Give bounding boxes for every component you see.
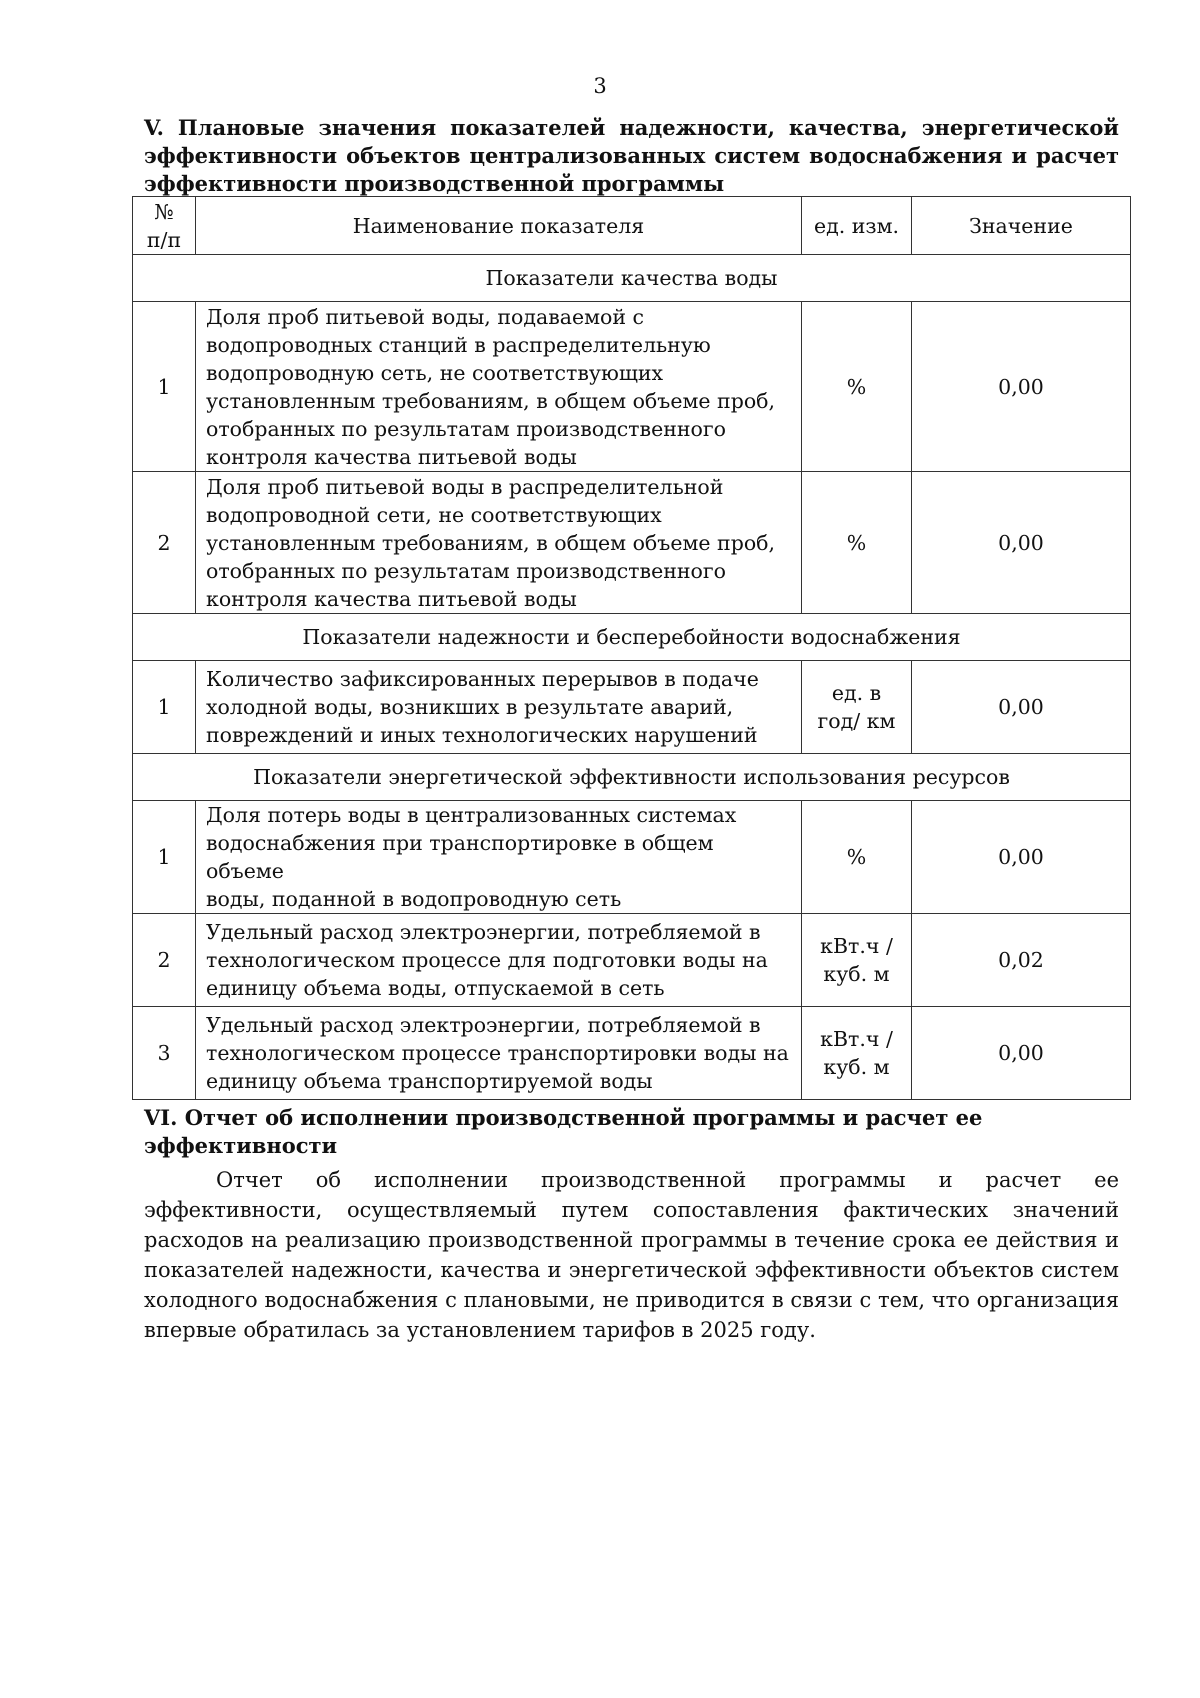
- table-row: [133, 661, 1131, 754]
- row-number: 2: [133, 914, 196, 1007]
- row-indicator-name: Доля проб питьевой воды, подаваемой с водопроводных станций в распределительную водопроводную сеть, не соответствующих установленным требованиям, в общем объеме проб, отобранных по результатам производственного контроля качества питьевой воды: [196, 302, 802, 472]
- row-indicator-name: Удельный расход электроэнергии, потребляемой в технологическом процессе для подготовки воды на единицу объема воды, отпускаемой в сеть: [196, 914, 802, 1007]
- row-value: 0,00: [912, 661, 1131, 754]
- table-row: [133, 1007, 1131, 1100]
- row-value: 0,00: [912, 472, 1131, 614]
- row-unit: ед. в год/ км: [802, 661, 912, 754]
- header-number: № п/п: [133, 197, 196, 255]
- indicators-table: [132, 196, 1131, 1100]
- row-number: 3: [133, 1007, 196, 1100]
- table-header-row: [133, 197, 1131, 255]
- group-row-water-quality: [133, 255, 1131, 302]
- group-title: Показатели энергетической эффективности использования ресурсов: [133, 754, 1131, 801]
- row-indicator-name: Доля потерь воды в централизованных системах водоснабжения при транспортировке в общем объеме воды, поданной в водопроводную сеть: [196, 801, 802, 914]
- group-row-energy-efficiency: [133, 754, 1131, 801]
- row-number: 2: [133, 472, 196, 614]
- group-title: Показатели качества воды: [133, 255, 1131, 302]
- row-value: 0,02: [912, 914, 1131, 1007]
- row-value: 0,00: [912, 1007, 1131, 1100]
- table-row: [133, 302, 1131, 472]
- row-number: 1: [133, 661, 196, 754]
- row-unit: кВт.ч / куб. м: [802, 1007, 912, 1100]
- page-number: 3: [593, 74, 607, 98]
- row-unit: %: [802, 302, 912, 472]
- table-row: [133, 472, 1131, 614]
- row-indicator-name: Удельный расход электроэнергии, потребляемой в технологическом процессе транспортировки воды на единицу объема транспортируемой воды: [196, 1007, 802, 1100]
- header-value: Значение: [912, 197, 1131, 255]
- header-indicator-name: Наименование показателя: [196, 197, 802, 255]
- row-unit: %: [802, 472, 912, 614]
- row-unit: %: [802, 801, 912, 914]
- row-unit: кВт.ч / куб. м: [802, 914, 912, 1007]
- row-number: 1: [133, 801, 196, 914]
- group-row-reliability: [133, 614, 1131, 661]
- section-5-title: [144, 114, 1119, 198]
- section-6-paragraph: Отчет об исполнении производственной программы и расчет ее эффективности, осуществляемый путем сопоставления фактических значений расходов на реализацию производственной программы в течение срока ее действия и показателей надежности, качества и энергетической эффективности объектов систем холодного водоснабжения с плановыми, не приводится в связи с тем, что организация впервые обратилась за установлением тарифов в 2025 году.: [144, 1168, 1119, 1342]
- section-5-title-line: эффективности объектов централизованных систем водоснабжения и расчет: [144, 143, 1119, 168]
- section-5-title-line: эффективности производственной программы: [144, 171, 725, 196]
- row-value: 0,00: [912, 801, 1131, 914]
- header-unit: ед. изм.: [802, 197, 912, 255]
- section-6-title: VI. Отчет об исполнении производственной программы и расчет ее эффективности: [144, 1105, 983, 1158]
- table-row: [133, 801, 1131, 914]
- group-title: Показатели надежности и бесперебойности водоснабжения: [133, 614, 1131, 661]
- row-value: 0,00: [912, 302, 1131, 472]
- row-indicator-name: Количество зафиксированных перерывов в подаче холодной воды, возникших в результате аварий, повреждений и иных технологических нарушений: [196, 661, 802, 754]
- row-number: 1: [133, 302, 196, 472]
- section-5-title-line: V. Плановые значения показателей надежности, качества, энергетической: [144, 115, 1119, 140]
- row-indicator-name: Доля проб питьевой воды в распределительной водопроводной сети, не соответствующих установленным требованиям, в общем объеме проб, отобранных по результатам производственного контроля качества питьевой воды: [196, 472, 802, 614]
- table-row: [133, 914, 1131, 1007]
